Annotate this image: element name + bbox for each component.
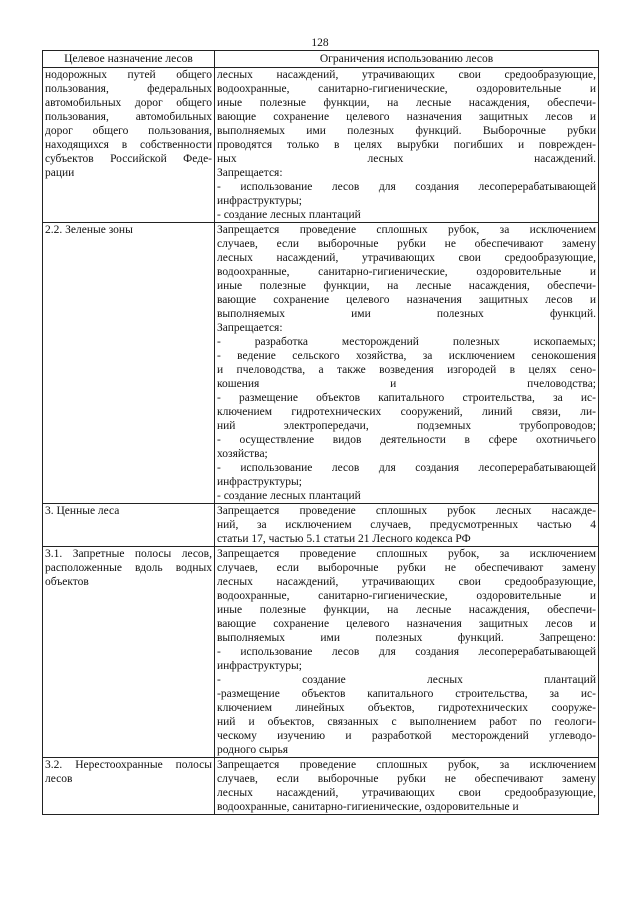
text-line: - осуществление видов деятельности в сфере охотничьего [217,434,596,446]
text-line: Запрещается проведение сплошных рубок, за исключением [217,224,596,236]
text-line: дорог общего пользования, [45,125,212,137]
text-line: ных лесных насаждений. [217,153,596,165]
page-number: 128 [311,37,329,49]
text-line: автомобильных дорог общего [45,97,212,109]
forest-purpose-cell [43,758,215,815]
table-row [43,547,599,758]
text-line: - разработка месторождений полезных ископаемых; [217,336,596,348]
text-line: вающие сохранение целевого назначения защитных лесов и [217,294,596,306]
text-line: 2.2. Зеленые зоны [45,224,133,236]
text-line: - создание лесных плантаций [217,490,361,502]
text-line: - создание лесных плантаций [217,209,361,221]
table-row [43,68,599,223]
text-line: вающие сохранение целевого назначения защитных лесов и [217,111,596,123]
table-header-row [43,51,599,68]
text-line: ческому изучению и разработкой месторождений углеводо- [217,730,596,742]
text-line: иные полезные функции, на лесные насаждения, обеспечи- [217,280,596,292]
text-line: объектов [45,576,89,588]
table-row [43,504,599,547]
table-row [43,758,599,815]
table-row [43,223,599,504]
text-line: случаев, если выборочные рубки не обеспечивают замену [217,773,596,785]
text-line: Запрещается проведение сплошных рубок, за исключением [217,759,596,771]
text-line: проводятся только в целях вырубки погибших и поврежден- [217,139,596,151]
forest-purpose-cell [43,504,215,547]
text-line: - использование лесов для создания лесоперерабатывающей [217,181,596,193]
text-line: нодорожных путей общего [45,69,212,81]
text-line: расположенные вдоль водных [45,562,212,574]
header-forest-purpose: Целевое назначение лесов [43,51,215,68]
text-line: - использование лесов для создания лесоперерабатывающей [217,462,596,474]
forest-purpose-cell [43,68,215,223]
text-line: - использование лесов для создания лесоперерабатывающей [217,646,596,658]
text-line: водоохранные, санитарно-гигиенические, оздоровительные и [217,266,596,278]
text-line: ключением гидротехнических сооружений, линий связи, ли- [217,406,596,418]
text-line: пользования, федеральных [45,83,212,95]
text-line: водоохранные, санитарно-гигиенические, оздоровительные и [217,590,596,602]
text-line: лесных насаждений, утрачивающих свои средообразующие, [217,69,596,81]
text-line: инфраструктуры; [217,195,302,207]
text-line: Запрещается проведение сплошных рубок лесных насажде- [217,505,596,517]
text-line: рации [45,167,75,179]
text-line: иные полезные функции, на лесные насаждения, обеспечи- [217,97,596,109]
text-line: лесных насаждений, утрачивающих свои средообразующие, [217,576,596,588]
text-line: водоохранные, санитарно-гигиенические, оздоровительные и [217,801,519,813]
text-line: хозяйства; [217,448,268,460]
text-line: 3.2. Нерестоохранные полосы [45,759,212,771]
text-line: и пчеловодства, а также возведения изгородей в целях сено- [217,364,596,376]
text-line: ключением линейных объектов, гидротехнических сооруже- [217,702,596,714]
restrictions-cell [215,547,599,758]
text-line: ний и объектов, связанных с выполнением работ по геологи- [217,716,596,728]
text-line: Запрещается: [217,167,283,179]
table-body [43,68,599,815]
text-line: выполняемых ими полезных функций. Запрещено: [217,632,596,644]
text-line: - создание лесных плантаций [217,674,596,686]
text-line: 3. Ценные леса [45,505,120,517]
text-line: случаев, если выборочные рубки не обеспечивают замену [217,562,596,574]
restrictions-cell [215,223,599,504]
text-line: лесных насаждений, утрачивающих свои средообразующие, [217,787,596,799]
text-line: ний электропередачи, подземных трубопроводов; [217,420,596,432]
restrictions-cell [215,68,599,223]
text-line: водоохранные, санитарно-гигиенические, оздоровительные и [217,83,596,95]
text-line: выполняемых ими полезных функций. Выборочные рубки [217,125,596,137]
text-line: вающие сохранение целевого назначения защитных лесов и [217,618,596,630]
restrictions-cell [215,758,599,815]
text-line: лесных насаждений, утрачивающих свои средообразующие, [217,252,596,264]
text-line: иные полезные функции, на лесные насаждения, обеспечи- [217,604,596,616]
text-line: выполняемых ими полезных функций. [217,308,596,320]
text-line: Запрещается: [217,322,283,334]
text-line: случаев, если выборочные рубки не обеспечивают замену [217,238,596,250]
text-line: - размещение объектов капитального строительства, за ис- [217,392,596,404]
restrictions-cell [215,504,599,547]
text-line: Запрещается проведение сплошных рубок, за исключением [217,548,596,560]
text-line: - ведение сельского хозяйства, за исключением сенокошения [217,350,596,362]
text-line: кошения и пчеловодства; [217,378,596,390]
text-line: пользования, автомобильных [45,111,212,123]
forest-restrictions-table [42,50,599,815]
text-line: лесов [45,773,73,785]
text-line: -размещение объектов капитального строительства, за ис- [217,688,596,700]
header-usage-restrictions: Ограничения использованию лесов [215,51,599,68]
text-line: находящихся в собственности [45,139,212,151]
text-line: субъектов Российской Феде- [45,153,212,165]
forest-purpose-cell [43,547,215,758]
text-line: 3.1. Запретные полосы лесов, [45,548,212,560]
forest-purpose-cell [43,223,215,504]
text-line: родного сырья [217,744,289,756]
text-line: инфраструктуры; [217,660,302,672]
text-line: статьи 17, частью 5.1 статьи 21 Лесного кодекса РФ [217,533,471,545]
text-line: инфраструктуры; [217,476,302,488]
text-line: ний, за исключением случаев, предусмотренных частью 4 [217,519,596,531]
